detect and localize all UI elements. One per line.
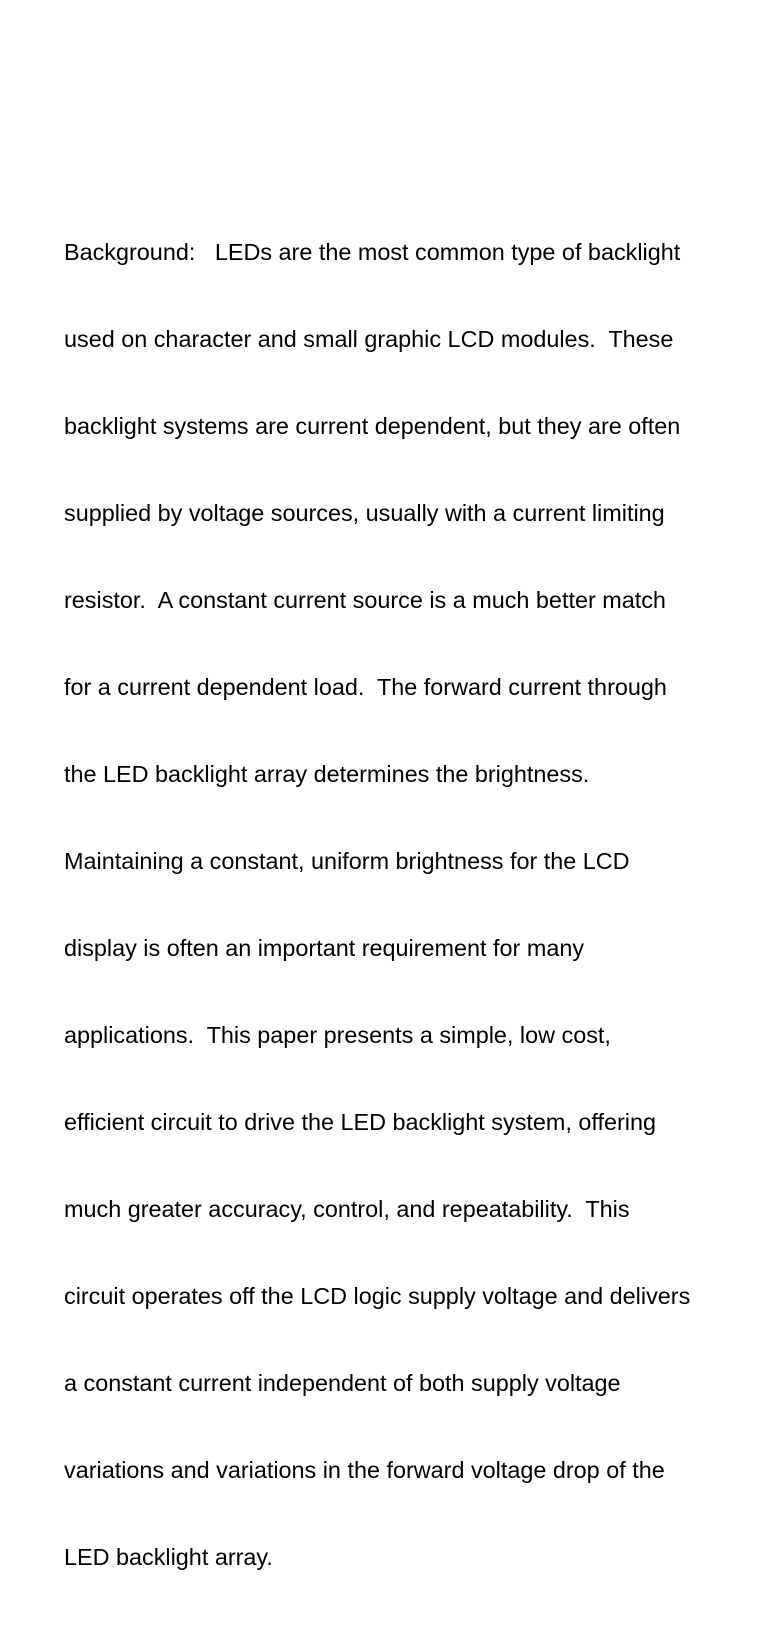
paragraph-line: Maintaining a constant, uniform brightness for the LCD — [64, 848, 630, 874]
paragraph-line: display is often an important requirement for many — [64, 935, 585, 961]
paragraph-line: applications. This paper presents a simple, low cost, — [64, 1022, 611, 1048]
paragraph-line: for a current dependent load. The forward current through — [64, 674, 667, 700]
paragraph-line: much greater accuracy, control, and repeatability. This — [64, 1196, 630, 1222]
paragraph-line: Background: LEDs are the most common type of backlight — [64, 239, 681, 265]
paragraph-line: circuit operates off the LCD logic supply voltage and delivers — [64, 1283, 691, 1309]
paragraph-line: a constant current independent of both supply voltage — [64, 1370, 621, 1396]
paragraph-line: used on character and small graphic LCD modules. These — [64, 326, 674, 352]
paragraph-line: resistor. A constant current source is a much better match — [64, 587, 666, 613]
paragraph-line: supplied by voltage sources, usually with a current limiting — [64, 500, 665, 526]
paragraph-line: efficient circuit to drive the LED backlight system, offering — [64, 1109, 656, 1135]
paragraph-line: the LED backlight array determines the brightness. — [64, 761, 590, 787]
background-paragraph — [64, 180, 754, 1630]
paragraph-line: backlight systems are current dependent, but they are often — [64, 413, 681, 439]
paragraph-line: LED backlight array. — [64, 1544, 273, 1570]
paragraph-line: variations and variations in the forward voltage drop of the — [64, 1457, 665, 1483]
